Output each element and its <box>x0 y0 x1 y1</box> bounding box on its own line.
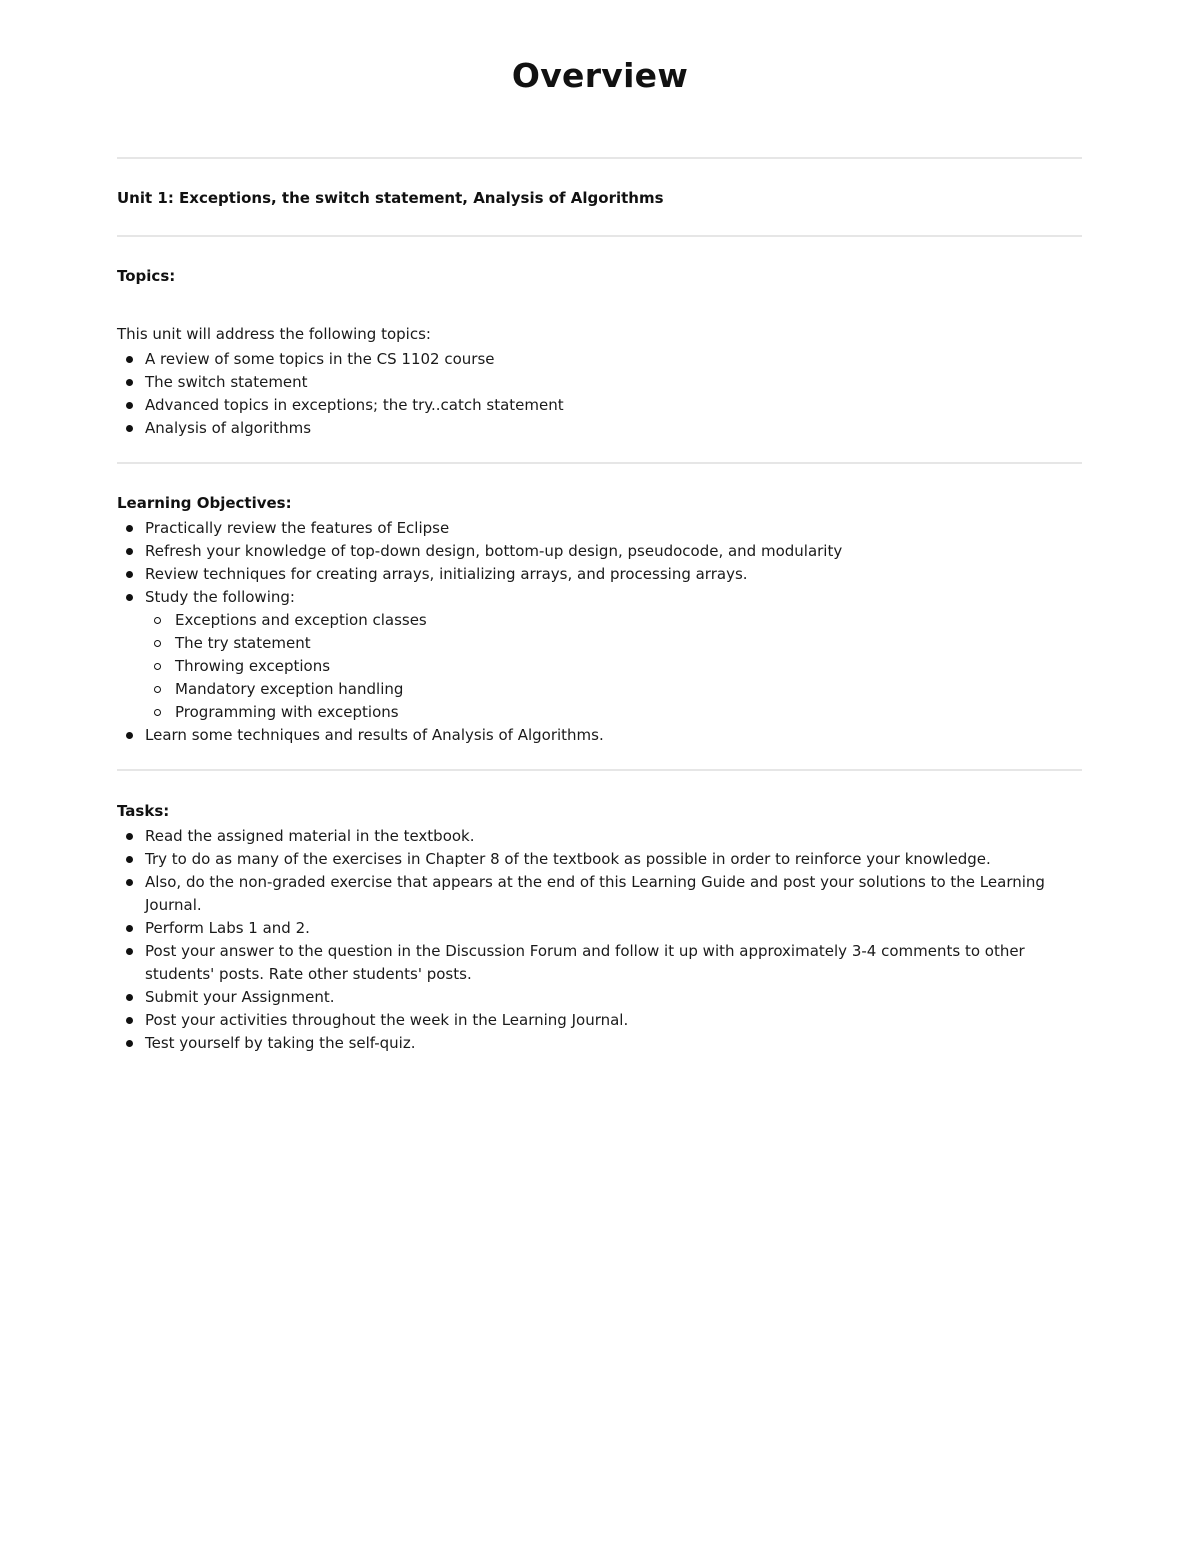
unit-heading: Unit 1: Exceptions, the switch statement, Analysis of Algorithms <box>117 189 664 207</box>
list-item: Review techniques for creating arrays, initializing arrays, and processing arrays. <box>117 563 1052 586</box>
sublist-item: Programming with exceptions <box>145 701 1052 724</box>
list-item: Submit your Assignment. <box>117 986 1052 1009</box>
list-item: Also, do the non-graded exercise that appears at the end of this Learning Guide and post your solutions to the Learning Journal. <box>117 871 1052 917</box>
list-item: Post your answer to the question in the Discussion Forum and follow it up with approximately 3-4 comments to other students' posts. Rate other students' posts. <box>117 940 1052 986</box>
list-item: Practically review the features of Eclipse <box>117 517 1052 540</box>
sublist-item: Throwing exceptions <box>145 655 1052 678</box>
list-item <box>117 586 1052 724</box>
objectives-list <box>117 517 1052 747</box>
list-item: Refresh your knowledge of top-down design, bottom-up design, pseudocode, and modularity <box>117 540 1052 563</box>
objectives-heading: Learning Objectives: <box>117 494 292 512</box>
page-title: Overview <box>511 56 689 95</box>
list-item: Read the assigned material in the textbook. <box>117 825 1052 848</box>
divider <box>117 157 1082 159</box>
list-item: Post your activities throughout the week in the Learning Journal. <box>117 1009 1052 1032</box>
divider <box>117 769 1082 771</box>
list-item-text: Study the following: <box>145 588 295 606</box>
divider <box>117 235 1082 237</box>
list-item: The switch statement <box>117 371 1052 394</box>
list-item: Test yourself by taking the self-quiz. <box>117 1032 1052 1055</box>
tasks-heading: Tasks: <box>117 802 170 820</box>
list-item: Analysis of algorithms <box>117 417 1052 440</box>
sublist-item: Exceptions and exception classes <box>145 609 1052 632</box>
list-item: A review of some topics in the CS 1102 course <box>117 348 1052 371</box>
list-item: Learn some techniques and results of Analysis of Algorithms. <box>117 724 1052 747</box>
topics-heading: Topics: <box>117 267 176 285</box>
list-item: Advanced topics in exceptions; the try..catch statement <box>117 394 1052 417</box>
topics-list <box>117 348 1052 440</box>
topics-intro: This unit will address the following topics: <box>117 325 431 343</box>
list-item: Try to do as many of the exercises in Chapter 8 of the textbook as possible in order to reinforce your knowledge. <box>117 848 1052 871</box>
sublist-item: Mandatory exception handling <box>145 678 1052 701</box>
list-item: Perform Labs 1 and 2. <box>117 917 1052 940</box>
study-sublist <box>145 609 1052 724</box>
tasks-list <box>117 825 1052 1055</box>
sublist-item: The try statement <box>145 632 1052 655</box>
divider <box>117 462 1082 464</box>
